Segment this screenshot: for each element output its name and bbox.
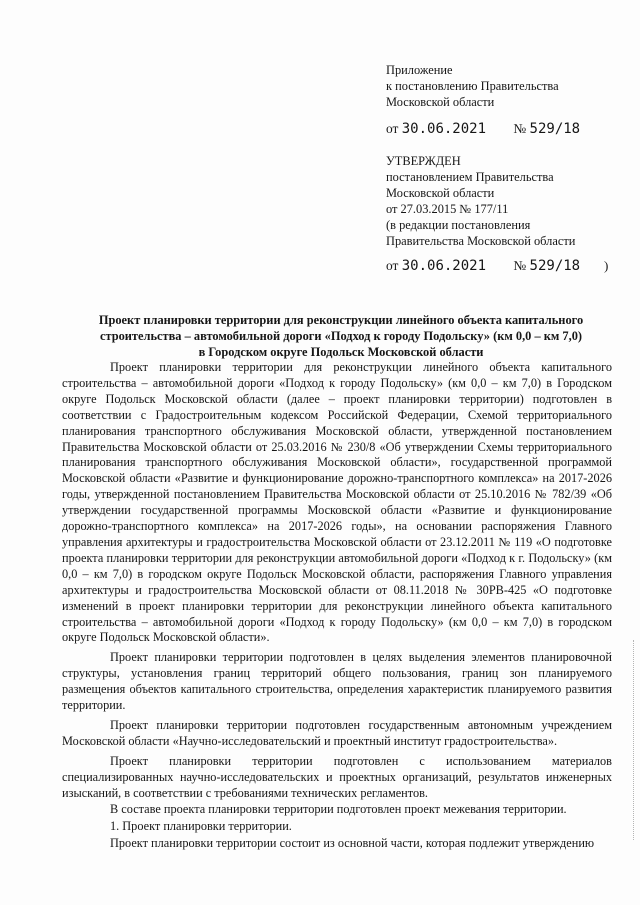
order2-from-label: от (386, 258, 399, 273)
paragraph-legal-basis: Проект планировки территории для реконструкции линейного объекта капитального строительства – автомобильной дороги «Подход к городу Подольску» (км 0,0 – км 7,0) в Городском округе Подольск Московской области (далее – проект планировки территории) подготовлен в соответствии с Градостроительным кодексом Российской Федерации, Схемой территориального планирования транспортного обслуживания Московской области, утвержденной постановлением Правительства Московской области от 25.03.2016 № 230/8 «Об утверждении Схемы территориального планирования транспортного обслуживания Московской области», государственной программой Московской области «Развитие и функционирование дорожно-транспортного комплекса» на 2017-2026 годы, утвержденной постановлением Правительства Московской области от 25.10.2016 № 782/39 «Об утверждении государственной программы Московской области «Развитие и функционирование дорожно-транспортного комплекса» на 2017-2026 годы», на основании распоряжения Главного управления архитектуры и градостроительства Московской области от 23.12.2011 № 119 «О подготовке проекта планировки территории для реконструкции автомобильной дороги «Подход к г. Подольску» (км 0,0 – км 7,0) в городском округе Подольск Московской области, распоряжения Главного управления архитектуры и градостроительства Московской области от 08.11.2018 № 30РВ-425 «О подготовке изменений в проект планировки территории для реконструкции линейного объекта капитального строительства – автомобильной дороги «Подход к городу Подольску» (км 0,0 – км 7,0) в городском округе Подольск Московской области». (62, 360, 612, 645)
paragraph-materials: Проект планировки территории подготовлен с использованием материалов специализированных научно-исследовательских и проектных организаций, результатов инженерных изысканий, в соответствии с требованиями технических регламентов. (62, 753, 612, 800)
section-heading-1: 1. Проект планировки территории. (110, 819, 292, 834)
order-number: 529/18 (529, 121, 581, 137)
paragraph-purpose: Проект планировки территории подготовлен в целях выделения элементов планировочной структуры, установления границ территорий общего пользования, границ зон планируемого размещения объектов капитального строительства, определения характеристик планируемого развития территории. (62, 650, 612, 713)
paragraph-developer: Проект планировки территории подготовлен государственным автономным учреждением Московской области «Научно-исследовательский и проектный институт градостроительства». (62, 717, 612, 748)
closing-parenthesis: ) (604, 258, 609, 273)
order2-number-sign: № (513, 258, 527, 273)
annex-line-1: Приложение (386, 63, 453, 77)
title-line-2: строительства – автомобильной дороги «Подход к городу Подольску» (км 0,0 – км 7,0) (99, 329, 583, 343)
approved-line-2: постановлением Правительства (386, 170, 554, 184)
order-number-sign: № (513, 121, 527, 136)
document-body (62, 360, 612, 856)
approved-line-1: УТВЕРЖДЕН (386, 154, 461, 168)
document-title (70, 312, 612, 360)
scan-edge-marks (633, 640, 636, 840)
order2-date: 30.06.2021 (401, 258, 487, 274)
annex-line-2: к постановлению Правительства (386, 79, 559, 93)
order-date: 30.06.2021 (401, 121, 487, 137)
order-line-1 (386, 121, 580, 137)
order-line-2 (386, 258, 580, 274)
paragraph-surveying: В составе проекта планировки территории подготовлен проект межевания территории. (110, 802, 567, 817)
order2-number: 529/18 (529, 258, 581, 274)
paragraph-composition: Проект планировки территории состоит из основной части, которая подлежит утверждению (110, 836, 595, 851)
approved-line-3: Московской области (386, 186, 495, 200)
title-line-3: в Городском округе Подольск Московской области (198, 345, 484, 359)
annex-line-3: Московской области (386, 95, 495, 109)
order-from-label: от (386, 121, 399, 136)
title-line-1: Проект планировки территории для реконструкции линейного объекта капитального (98, 313, 584, 327)
approved-line-6: Правительства Московской области (386, 234, 576, 248)
approved-line-4: от 27.03.2015 № 177/11 (386, 202, 509, 216)
approved-line-5: (в редакции постановления (386, 218, 531, 232)
